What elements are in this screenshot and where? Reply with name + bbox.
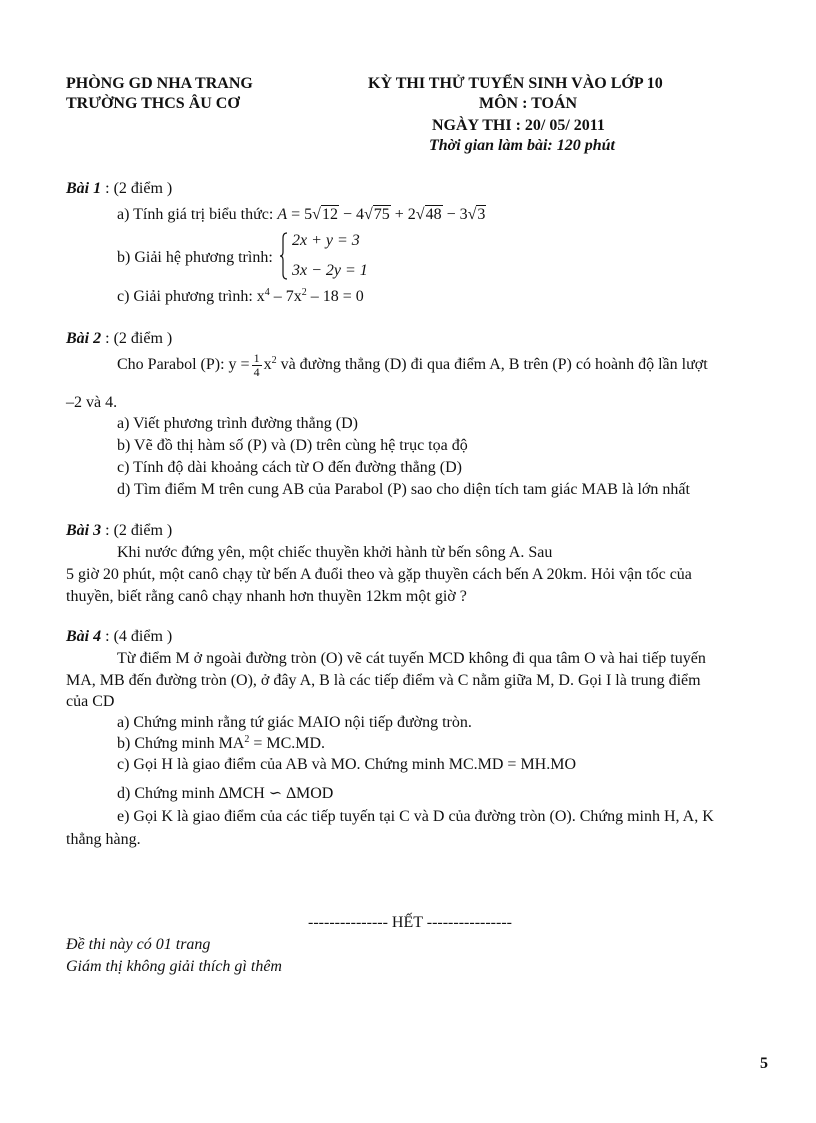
- end-marker: --------------- HẾT ----------------: [308, 914, 512, 931]
- bai1-c-end: – 18 = 0: [306, 288, 364, 305]
- radical-1: [312, 206, 339, 224]
- bai4-points: : (4 điểm ): [101, 628, 173, 645]
- radicand-2: 75: [373, 206, 390, 223]
- bai3-line1: Khi nước đứng yên, một chiếc thuyền khởi hành từ bến sông A. Sau: [117, 544, 553, 561]
- bai4-b-start: b) Chứng minh MA: [117, 735, 245, 752]
- system-eq-1: 2x + y = 3: [292, 232, 360, 249]
- expr-term-1: = 5: [291, 206, 313, 223]
- bai1-heading: [66, 180, 172, 198]
- bai1-c-mid: – 7x: [269, 288, 302, 305]
- sqrt-icon: √: [415, 206, 425, 223]
- bai2-x: x: [263, 356, 272, 374]
- radical-3: [416, 206, 443, 224]
- expr-term-4: − 3: [442, 206, 468, 223]
- bai4-e-line1: e) Gọi K là giao điểm của các tiếp tuyến tại C và D của đường tròn (O). Chứng minh H, A, K: [117, 808, 714, 825]
- bai4-heading: [66, 628, 172, 646]
- fraction-denominator: 4: [253, 365, 260, 379]
- expr-term-3: + 2: [390, 206, 416, 223]
- bai2-title: Bài 2: [66, 330, 102, 347]
- subject: MÔN : TOÁN: [479, 95, 578, 112]
- bai2-points: : (2 điểm ): [101, 330, 173, 347]
- bai2-heading: [66, 330, 172, 348]
- bai2-intro-cont: –2 và 4.: [66, 394, 118, 411]
- expr-term-2: − 4: [338, 206, 364, 223]
- expr-var: A: [277, 206, 288, 223]
- bai4-b-end: = MC.MD.: [249, 735, 326, 752]
- exp-2: 2: [244, 734, 250, 745]
- sqrt-icon: √: [363, 206, 373, 223]
- bai4-b: [117, 735, 325, 753]
- bai3-title: Bài 3: [66, 522, 102, 539]
- school-name: TRƯỜNG THCS ÂU CƠ: [66, 95, 240, 112]
- sqrt-icon: √: [312, 206, 321, 223]
- radical-2: [364, 206, 391, 224]
- fraction: [252, 352, 262, 379]
- brace-icon: [280, 232, 288, 280]
- bai1-a-label: a) Tính giá trị biểu thức:: [117, 206, 278, 223]
- bai3-line3: thuyền, biết rằng canô chạy nhanh hơn thuyền 12km một giờ ?: [66, 588, 467, 605]
- exam-date: NGÀY THI : 20/ 05/ 2011: [432, 117, 605, 134]
- bai4-c: c) Gọi H là giao điểm của AB và MO. Chứng minh MC.MD = MH.MO: [117, 756, 576, 773]
- bai1-c-label: c) Giải phương trình: x: [117, 288, 265, 305]
- department-name: PHÒNG GD NHA TRANG: [66, 75, 253, 92]
- bai4-e-line2: thẳng hàng.: [66, 831, 141, 848]
- bai4-line3: của CD: [66, 693, 115, 710]
- page-number: 5: [760, 1055, 768, 1072]
- bai2-d: d) Tìm điểm M trên cung AB của Parabol (P) sao cho diện tích tam giác MAB là lớn nhất: [117, 481, 690, 498]
- exp-2: 2: [271, 355, 277, 367]
- bai2-intro: [117, 352, 708, 379]
- bai2-intro-start: Cho Parabol (P): y =: [117, 356, 250, 374]
- bai1-points: : (2 điểm ): [101, 180, 173, 197]
- bai4-line2: MA, MB đến đường tròn (O), ở đây A, B là các tiếp điểm và C nằm giữa M, D. Gọi I là trung điểm: [66, 672, 701, 689]
- system-eq-2: 3x − 2y = 1: [292, 262, 368, 279]
- bai1-c: [117, 288, 364, 306]
- footer-note-2: Giám thị không giải thích gì thêm: [66, 958, 282, 975]
- bai2-intro-end: và đường thẳng (D) đi qua điểm A, B trên (P) có hoành độ lần lượt: [276, 356, 708, 374]
- radicand-3: 48: [425, 206, 442, 223]
- sqrt-icon: √: [467, 206, 477, 223]
- bai1-title: Bài 1: [66, 180, 102, 197]
- bai4-a: a) Chứng minh rằng tứ giác MAIO nội tiếp đường tròn.: [117, 714, 472, 731]
- bai4-d: d) Chứng minh ∆MCH ∽ ∆MOD: [117, 785, 334, 802]
- bai3-heading: [66, 522, 172, 540]
- radicand-4: 3: [477, 206, 486, 223]
- bai1-b-label: b) Giải hệ phương trình:: [117, 249, 273, 266]
- bai3-points: : (2 điểm ): [101, 522, 173, 539]
- exp-4: 4: [264, 287, 270, 298]
- bai2-b: b) Vẽ đồ thị hàm số (P) và (D) trên cùng hệ trục tọa độ: [117, 437, 468, 454]
- bai4-line1: Từ điểm M ở ngoài đường tròn (O) vẽ cát tuyến MCD không đi qua tâm O và hai tiếp tuyến: [117, 650, 706, 667]
- bai1-a: [117, 206, 486, 224]
- bai3-line2: 5 giờ 20 phút, một canô chạy từ bến A đuổi theo và gặp thuyền cách bến A 20km. Hỏi vận tốc của: [66, 566, 692, 583]
- bai2-a: a) Viết phương trình đường thẳng (D): [117, 415, 358, 432]
- footer-note-1: Đề thi này có 01 trang: [66, 936, 211, 953]
- radicand-1: 12: [321, 206, 338, 223]
- exp-2: 2: [301, 287, 307, 298]
- exam-title: KỲ THI THỬ TUYỂN SINH VÀO LỚP 10: [368, 75, 663, 92]
- bai4-title: Bài 4: [66, 628, 102, 645]
- fraction-numerator: 1: [253, 351, 260, 365]
- bai2-c: c) Tính độ dài khoảng cách từ O đến đường thẳng (D): [117, 459, 462, 476]
- exam-duration: Thời gian làm bài: 120 phút: [429, 137, 615, 154]
- radical-4: [468, 206, 487, 224]
